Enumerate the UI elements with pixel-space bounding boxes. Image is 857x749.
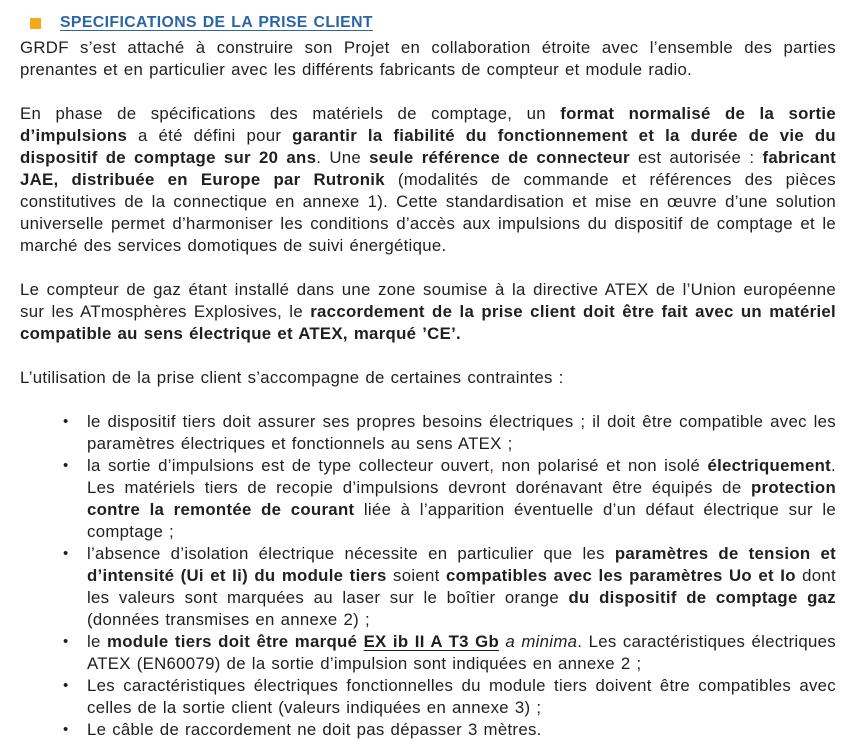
list-item-cable-raccordement [63, 719, 836, 741]
paragraph-atex-directive: Le compteur de gaz étant installé dans une zone soumise à la directive ATEX de l’Union européenne sur les ATmosphères Explosives, le raccordement de la prise client doit être fait avec un matériel compatible au sens électrique et ATEX, marqué ’CE’. [20, 280, 836, 343]
list-item-isolation-electrique [63, 543, 837, 631]
list-bullet-icon: • [63, 457, 69, 474]
section-title: SPECIFICATIONS DE LA PRISE CLIENT [60, 14, 373, 31]
list-item-text: Le câble de raccordement ne doit pas dépasser 3 mètres. [87, 720, 542, 739]
paragraph-contraintes-intro: L’utilisation de la prise client s’accompagne de certaines contraintes : [20, 368, 564, 387]
list-item-text: Les caractéristiques électriques fonctionnelles du module tiers doivent être compatibles avec celles de la sortie client (valeurs indiquées en annexe 3) ; [87, 676, 836, 717]
list-bullet-icon: • [63, 721, 69, 738]
list-item-text: le module tiers doit être marqué EX ib II A T3 Gb a minima. Les caractéristiques électriques ATEX (EN60079) de la sortie d’impulsion sont indiquées en annexe 2 ; [87, 632, 836, 673]
list-item-marquage-atex [63, 631, 836, 675]
list-item-caracteristiques-fonctionnelles [63, 675, 836, 719]
list-item-text: le dispositif tiers doit assurer ses propres besoins électriques ; il doit être compatible avec les paramètres électriques et fonctionnels au sens ATEX ; [87, 412, 836, 453]
list-item-text: l’absence d’isolation électrique nécessite en particulier que les paramètres de tension et d’intensité (Ui et Ii) du module tiers soient compatibles avec les paramètres Uo et Io dont les valeurs sont marquées au laser sur le boîtier orange du dispositif de comptage gaz (données transmises en annexe 2) ; [87, 544, 837, 629]
list-bullet-icon: • [63, 677, 69, 694]
heading-square-bullet-icon [30, 18, 41, 29]
list-bullet-icon: • [63, 545, 69, 562]
section-heading [30, 12, 836, 34]
list-bullet-icon: • [63, 633, 69, 650]
paragraph-specifications-comptage: En phase de spécifications des matériels de comptage, un format normalisé de la sortie d’impulsions a été défini pour garantir la fiabilité du fonctionnement et la durée de vie du dispositif de comptage sur 20 ans. Une seule référence de connecteur est autorisée : fabricant JAE, distribuée en Europe par Rutronik (modalités de commande et références des pièces constitutives de la connectique en annexe 1). Cette standardisation et mise en œuvre d’une solution universelle permet d’harmoniser les conditions d’accès aux impulsions du dispositif de comptage et le marché des services domotiques de suivi énergétique. [20, 104, 837, 255]
constraints-list [20, 411, 836, 741]
list-item-besoins-electriques [63, 411, 836, 455]
paragraph-intro-grdf: GRDF s’est attaché à construire son Projet en collaboration étroite avec l’ensemble des parties prenantes et en particulier avec les différents fabricants de compteur et module radio. [20, 38, 836, 79]
list-item-collecteur-ouvert [63, 455, 836, 543]
list-item-text: la sortie d’impulsions est de type collecteur ouvert, non polarisé et non isolé électriquement. Les matériels tiers de recopie d’impulsions devront dorénavant être équipés de protection contre la remontée de courant liée à l’apparition éventuelle d’un défaut électrique sur le comptage ; [87, 456, 836, 541]
list-bullet-icon: • [63, 413, 69, 430]
